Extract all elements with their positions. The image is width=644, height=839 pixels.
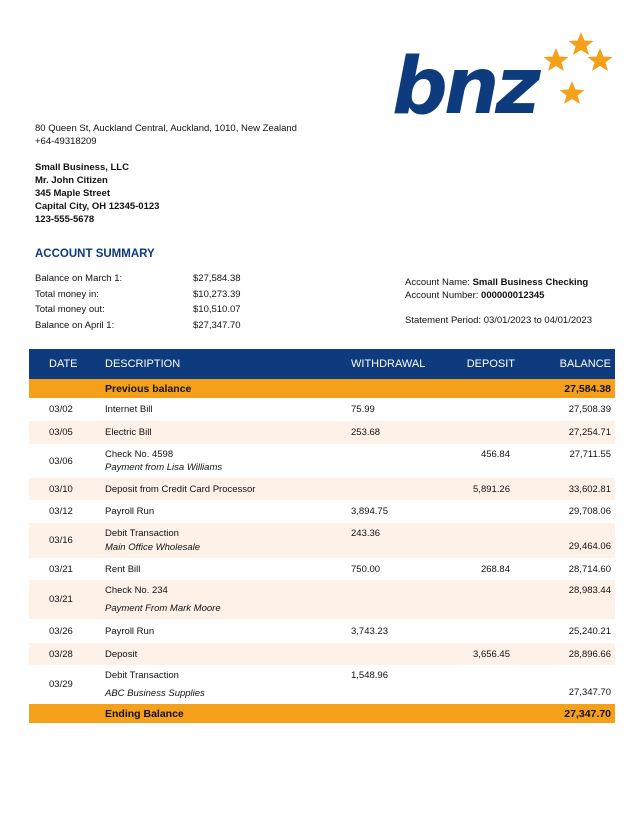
- deposit-cell: 268.84: [480, 564, 510, 575]
- table-row: [29, 398, 615, 421]
- summary-value: $10,510.07: [193, 304, 241, 315]
- ending-balance-label: Ending Balance: [105, 708, 184, 720]
- balance-cell: 27,254.71: [568, 427, 611, 438]
- customer-line: 345 Maple Street: [35, 188, 110, 199]
- withdrawal-cell: 1,548.96: [351, 670, 388, 681]
- withdrawal-cell: 3,894.75: [351, 506, 388, 517]
- balance-cell: 28,983.44: [568, 585, 611, 596]
- summary-label: Total money out:: [35, 304, 105, 315]
- previous-balance-row: [29, 379, 615, 398]
- account-name-label: Account Name:: [405, 277, 470, 288]
- period-value: 03/01/2023 to 04/01/2023: [483, 315, 592, 326]
- description-cell: Deposit from Credit Card Processor: [105, 484, 256, 495]
- table-row: [29, 421, 615, 444]
- table-row: [29, 444, 615, 478]
- stars-icon: [390, 28, 620, 143]
- date-cell: 03/10: [49, 484, 73, 495]
- ending-balance-row: [29, 704, 615, 723]
- table-row: [29, 558, 615, 580]
- withdrawal-cell: 243.36: [351, 528, 381, 539]
- date-cell: 03/06: [49, 456, 73, 467]
- phone-line: +64-49318209: [35, 136, 97, 147]
- table-header: [29, 349, 615, 379]
- summary-label: Balance on April 1:: [35, 319, 115, 331]
- bank-address: [35, 122, 297, 148]
- description-subtext: Main Office Wholesale: [105, 542, 201, 553]
- account-info: [405, 276, 588, 302]
- table-row: [29, 500, 615, 523]
- deposit-cell: 3,656.45: [473, 649, 510, 660]
- description-subtext: ABC Business Supplies: [105, 688, 205, 699]
- transactions-table: [29, 349, 615, 723]
- deposit-cell: 5,891.26: [473, 484, 510, 495]
- account-number: 000000012345: [481, 290, 545, 301]
- previous-balance-value: 27,584.38: [564, 383, 611, 395]
- summary-value: $27,584.38: [193, 273, 241, 284]
- transaction-rows: [29, 398, 615, 704]
- summary-label: Balance on March 1:: [35, 273, 123, 284]
- date-cell: 03/02: [49, 404, 73, 415]
- description-subtext: Payment from Lisa Williams: [105, 462, 223, 473]
- description-cell: Debit Transaction: [105, 670, 179, 681]
- balance-cell: 28,714.60: [568, 564, 611, 575]
- date-cell: 03/21: [49, 594, 73, 605]
- withdrawal-cell: 750.00: [351, 564, 381, 575]
- star-icon: [544, 48, 569, 71]
- table-row: [29, 580, 615, 619]
- withdrawal-cell: 75.99: [351, 404, 375, 415]
- table-row: [29, 478, 615, 500]
- date-cell: 03/26: [49, 626, 73, 637]
- customer-line: Capital City, OH 12345-0123: [35, 201, 160, 212]
- description-cell: Rent Bill: [105, 564, 141, 575]
- summary-label: Total money in:: [35, 288, 99, 300]
- description-cell: Payroll Run: [105, 626, 155, 637]
- customer-address: [35, 161, 159, 226]
- description-subtext: Payment From Mark Moore: [105, 603, 221, 614]
- ending-balance-value: 27,347.70: [564, 708, 611, 720]
- header-deposit: DEPOSIT: [466, 358, 515, 370]
- summary-value: $10,273.39: [193, 288, 241, 300]
- balance-cell: 27,347.70: [568, 687, 611, 698]
- table-row: [29, 643, 615, 665]
- balance-cell: 33,602.81: [568, 484, 611, 495]
- star-icon: [569, 32, 594, 55]
- period-label: Statement Period:: [405, 315, 482, 326]
- customer-line: Mr. John Citizen: [35, 175, 108, 186]
- balance-cell: 27,508.39: [568, 404, 611, 415]
- statement-period: [405, 315, 592, 326]
- balance-cell: 27,711.55: [569, 449, 611, 460]
- table-row: [29, 523, 615, 558]
- star-icon: [560, 81, 585, 104]
- summary-row: [35, 273, 241, 289]
- account-number-line: [405, 289, 588, 302]
- account-summary: [35, 273, 241, 335]
- date-cell: 03/12: [49, 506, 73, 517]
- date-cell: 03/29: [49, 679, 73, 690]
- balance-cell: 25,240.21: [568, 626, 611, 637]
- previous-balance-label: Previous balance: [105, 383, 192, 395]
- date-cell: 03/28: [49, 649, 73, 660]
- description-cell: Deposit: [105, 649, 138, 660]
- account-summary-title: ACCOUNT SUMMARY: [35, 248, 155, 260]
- date-cell: 03/05: [49, 427, 73, 438]
- date-cell: 03/21: [49, 564, 73, 575]
- description-cell: Electric Bill: [105, 427, 152, 438]
- address-line: 80 Queen St, Auckland Central, Auckland, 1010, New Zealand: [35, 123, 297, 134]
- account-name-line: [405, 276, 588, 289]
- table-row: [29, 665, 615, 704]
- balance-cell: 29,708.06: [568, 506, 611, 517]
- description-cell: Internet Bill: [105, 404, 153, 415]
- header-balance: BALANCE: [559, 358, 611, 370]
- description-cell: Payroll Run: [105, 506, 155, 517]
- description-cell: Check No. 4598: [105, 449, 174, 460]
- description-cell: Check No. 234: [105, 585, 168, 596]
- balance-cell: 29,464.06: [568, 541, 611, 552]
- date-cell: 03/16: [49, 535, 73, 546]
- balance-cell: 28,896.66: [568, 649, 611, 660]
- withdrawal-cell: 3,743.23: [351, 626, 388, 637]
- account-number-label: Account Number:: [405, 290, 479, 301]
- summary-row: [35, 304, 241, 320]
- star-icon: [588, 48, 613, 71]
- summary-value: $27,347.70: [193, 319, 241, 331]
- description-cell: Debit Transaction: [105, 528, 179, 539]
- bnz-logo-text: bnz: [392, 42, 537, 132]
- customer-line: Small Business, LLC: [35, 162, 129, 173]
- header-date: DATE: [49, 358, 78, 370]
- header-withdrawal: WITHDRAWAL: [351, 358, 426, 370]
- summary-row: [35, 320, 241, 336]
- bnz-logo: [390, 28, 620, 143]
- withdrawal-cell: 253.68: [351, 427, 381, 438]
- summary-row: [35, 289, 241, 305]
- table-row: [29, 619, 615, 643]
- customer-line: 123-555-5678: [35, 214, 95, 225]
- account-name: Small Business Checking: [472, 277, 589, 288]
- deposit-cell: 456.84: [480, 449, 510, 460]
- header-description: DESCRIPTION: [105, 358, 181, 370]
